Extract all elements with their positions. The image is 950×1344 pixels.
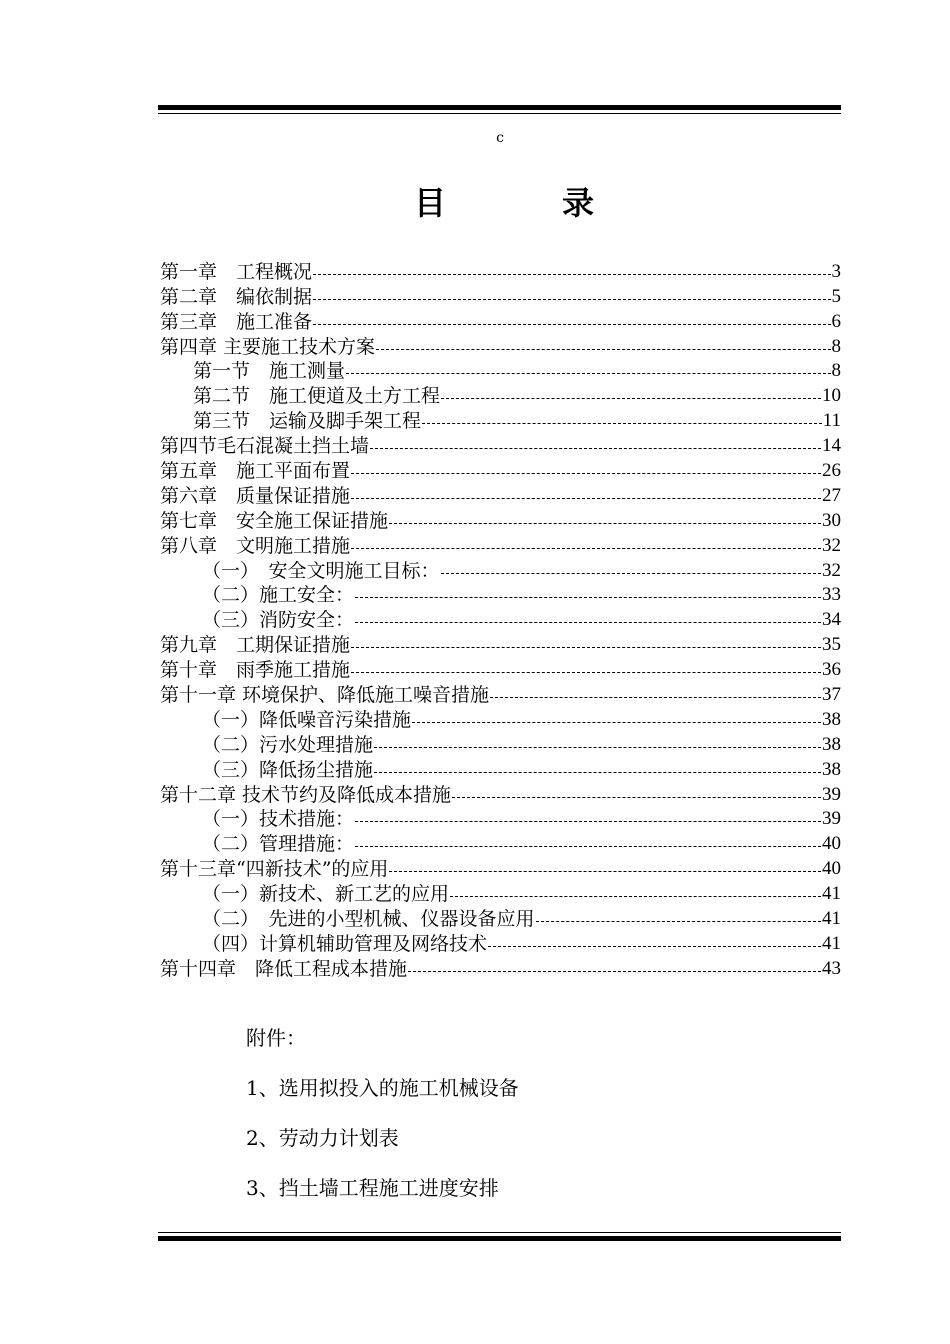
toc-entry[interactable] (160, 881, 841, 906)
toc-entry-label: （四）计算机辅助管理及网络技术 (202, 932, 488, 955)
toc-entry-label: 第八章 文明施工措施 (160, 534, 351, 557)
toc-entry-label: 第一节 施工测量 (193, 360, 346, 383)
toc-entry-label: 第四章 主要施工技术方案 (160, 335, 376, 358)
toc-entry[interactable] (160, 931, 841, 956)
toc-entry-label: 第四节毛石混凝土挡土墙 (160, 435, 370, 458)
toc-leader (376, 348, 830, 350)
toc-entry[interactable] (160, 583, 841, 608)
toc-entry-label: 第三节 运输及脚手架工程 (193, 410, 422, 433)
toc-leader (389, 870, 821, 872)
toc-title (414, 178, 594, 224)
toc-leader (441, 397, 821, 399)
toc-title-part1: 目 (414, 184, 447, 222)
toc-entry-label: （二） 先进的小型机械、仪器设备应用 (202, 908, 535, 931)
toc-entry-label: 第九章 工期保证措施 (160, 634, 351, 657)
toc-entry-label: （二）污水处理措施 (202, 733, 374, 756)
toc-leader (408, 970, 821, 972)
header-rule (158, 105, 841, 114)
toc-entry-page: 40 (822, 833, 841, 855)
toc-entry-page: 35 (822, 634, 841, 656)
toc-entry-label: 第五章 施工平面布置 (160, 460, 351, 483)
toc-entry[interactable] (160, 334, 841, 359)
toc-entry-page: 6 (831, 310, 841, 332)
toc-entry[interactable] (160, 807, 841, 832)
toc-entry[interactable] (160, 831, 841, 856)
toc-entry[interactable] (160, 309, 841, 334)
toc-leader (450, 895, 821, 897)
toc-entry[interactable] (160, 433, 841, 458)
toc-entry-label: （二）施工安全： (202, 584, 355, 607)
toc-leader (313, 323, 830, 325)
toc-entry-page: 11 (822, 410, 841, 432)
toc-entry-label: （二）管理措施： (202, 833, 355, 856)
toc-entry-label: 第十一章 环境保护、降低施工噪音措施 (160, 684, 490, 707)
toc-entry[interactable] (160, 657, 841, 682)
toc-leader (351, 497, 821, 499)
toc-leader (351, 472, 821, 474)
toc-leader (313, 273, 830, 275)
toc-entry-label: （三）降低扬尘措施 (202, 758, 374, 781)
toc-entry-page: 38 (822, 758, 841, 780)
toc-entry[interactable] (160, 956, 841, 981)
toc-entry-page: 32 (822, 559, 841, 581)
toc-entry-page: 8 (831, 360, 841, 382)
toc-entry[interactable] (160, 458, 841, 483)
toc-entry[interactable] (160, 558, 841, 583)
toc-entry-page: 39 (822, 808, 841, 830)
toc-entry-label: 第二节 施工便道及土方工程 (193, 385, 441, 408)
toc-entry[interactable] (160, 707, 841, 732)
toc-leader (351, 547, 821, 549)
table-of-contents (160, 259, 841, 981)
toc-entry[interactable] (160, 682, 841, 707)
toc-leader (374, 771, 821, 773)
toc-entry-label: （一）技术措施： (202, 808, 355, 831)
toc-leader (422, 422, 822, 424)
toc-leader (355, 596, 821, 598)
toc-entry-page: 30 (822, 509, 841, 531)
toc-leader (536, 920, 821, 922)
toc-leader (355, 621, 821, 623)
toc-entry-label: （一）降低噪音污染措施 (202, 708, 412, 731)
toc-entry-page: 34 (822, 609, 841, 631)
toc-entry-label: 第一章 工程概况 (160, 260, 313, 283)
attachments-heading: 附件： (246, 1026, 306, 1050)
page-mark: c (496, 130, 504, 146)
toc-entry[interactable] (160, 607, 841, 632)
toc-entry[interactable] (160, 508, 841, 533)
toc-entry-label: （三）消防安全： (202, 609, 355, 632)
toc-entry-page: 43 (822, 957, 841, 979)
toc-entry-page: 36 (822, 659, 841, 681)
toc-entry-label: 第十章 雨季施工措施 (160, 659, 351, 682)
toc-leader (412, 721, 821, 723)
toc-entry-page: 38 (822, 708, 841, 730)
toc-entry-page: 37 (822, 684, 841, 706)
toc-entry[interactable] (160, 259, 841, 284)
toc-entry-label: 第十三章“四新技术”的应用 (160, 858, 389, 881)
toc-entry-page: 10 (822, 385, 841, 407)
toc-entry-label: （一） 安全文明施工目标： (202, 559, 440, 582)
toc-entry-label: （一）新技术、新工艺的应用 (202, 883, 450, 906)
toc-entry[interactable] (160, 906, 841, 931)
toc-entry-page: 40 (822, 858, 841, 880)
toc-leader (452, 796, 821, 798)
toc-entry-label: 第十二章 技术节约及降低成本措施 (160, 783, 452, 806)
toc-entry-page: 27 (822, 484, 841, 506)
toc-entry-page: 38 (822, 733, 841, 755)
toc-leader (370, 447, 821, 449)
toc-entry[interactable] (160, 284, 841, 309)
toc-leader (389, 522, 821, 524)
toc-entry[interactable] (160, 483, 841, 508)
toc-entry-page: 14 (822, 435, 841, 457)
toc-entry[interactable] (160, 782, 841, 807)
toc-entry[interactable] (160, 732, 841, 757)
toc-leader (488, 945, 821, 947)
toc-entry-page: 32 (822, 534, 841, 556)
toc-entry[interactable] (160, 383, 841, 408)
toc-entry[interactable] (160, 408, 841, 433)
toc-leader (351, 671, 821, 673)
toc-leader (374, 746, 821, 748)
toc-entry[interactable] (160, 533, 841, 558)
toc-entry-label: 第七章 安全施工保证措施 (160, 509, 389, 532)
toc-entry-page: 41 (822, 908, 841, 930)
toc-entry-label: 第三章 施工准备 (160, 310, 313, 333)
toc-entry-page: 41 (822, 883, 841, 905)
attachment-item: 1、选用拟投入的施工机械设备 (246, 1076, 519, 1100)
toc-entry[interactable] (160, 359, 841, 384)
toc-entry-page: 3 (831, 260, 841, 282)
toc-entry-page: 41 (822, 932, 841, 954)
attachment-item: 2、劳动力计划表 (246, 1126, 399, 1150)
toc-entry-label: 第六章 质量保证措施 (160, 484, 351, 507)
toc-leader (346, 372, 830, 374)
toc-entry[interactable] (160, 757, 841, 782)
toc-entry-page: 39 (822, 783, 841, 805)
footer-rule (158, 1232, 841, 1241)
attachment-item: 3、挡土墙工程施工进度安排 (246, 1176, 499, 1200)
attachments (246, 1026, 519, 1226)
toc-entry-page: 5 (831, 285, 841, 307)
toc-entry-page: 8 (831, 335, 841, 357)
toc-entry-label: 第二章 编依制据 (160, 285, 313, 308)
toc-entry[interactable] (160, 856, 841, 881)
toc-leader (355, 845, 821, 847)
toc-entry-label: 第十四章 降低工程成本措施 (160, 957, 408, 980)
toc-leader (490, 696, 821, 698)
toc-leader (441, 572, 821, 574)
toc-leader (355, 820, 821, 822)
toc-entry-page: 33 (822, 584, 841, 606)
toc-entry[interactable] (160, 632, 841, 657)
toc-entry-page: 26 (822, 460, 841, 482)
toc-leader (351, 646, 821, 648)
toc-title-part2: 录 (561, 184, 594, 222)
toc-leader (313, 298, 830, 300)
